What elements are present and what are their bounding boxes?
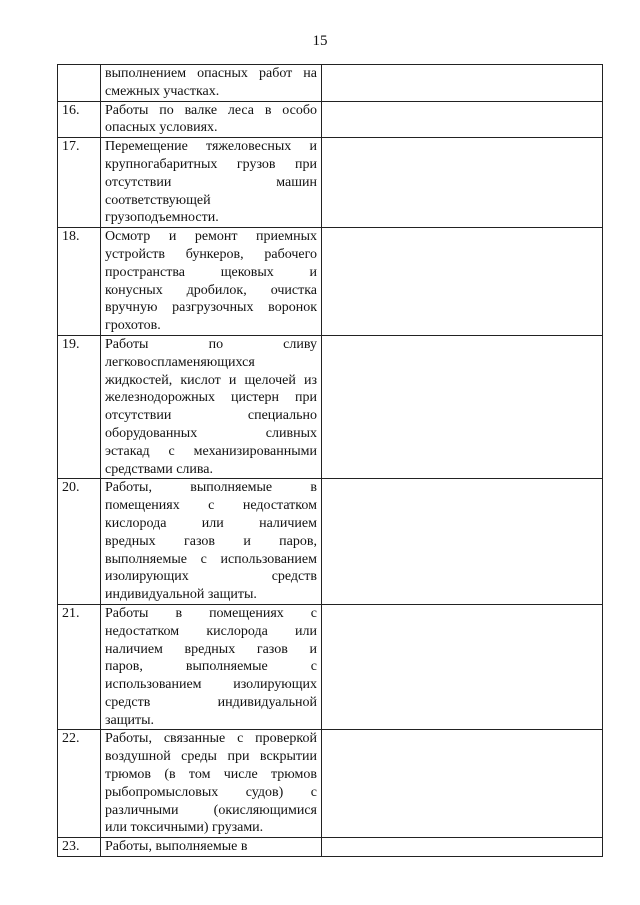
description-line: отсутствии машин	[105, 174, 317, 190]
work-description	[101, 838, 322, 857]
empty-cell	[322, 479, 603, 605]
table-body	[58, 65, 603, 857]
description-line: Работы, выполняемые в	[105, 839, 248, 855]
work-description	[101, 479, 322, 605]
description-line: выполнением опасных работ на	[105, 66, 317, 81]
row-number: 17.	[58, 138, 101, 228]
empty-cell	[322, 838, 603, 857]
description-line: Работы по сливу	[105, 336, 317, 352]
row-number: 23.	[58, 838, 101, 857]
description-line: эстакад с механизированными	[105, 443, 317, 459]
description-line: Работы, связанные с проверкой	[105, 731, 317, 747]
description-line: изолирующих средств	[105, 569, 317, 585]
description-line: соответствующей	[105, 192, 211, 208]
description-line: помещениях с недостатком	[105, 498, 317, 514]
table-row	[58, 604, 603, 730]
table-row	[58, 335, 603, 478]
description-line: вручную разгрузочных воронок	[105, 300, 317, 316]
description-line: трюмов (в том числе трюмов	[105, 767, 317, 783]
work-description	[101, 228, 322, 336]
description-line: наличием вредных газов и	[105, 641, 317, 657]
work-description	[101, 101, 322, 138]
description-line: выполняемые с использованием	[105, 551, 317, 567]
empty-cell	[322, 101, 603, 138]
table-row	[58, 65, 603, 102]
work-description	[101, 730, 322, 838]
row-number: 20.	[58, 479, 101, 605]
description-line: Работы по валке леса в особо	[105, 102, 317, 118]
description-line: паров, выполняемые с	[105, 659, 317, 675]
row-number: 16.	[58, 101, 101, 138]
row-number: 19.	[58, 335, 101, 478]
table-row	[58, 838, 603, 857]
description-line: средств индивидуальной	[105, 694, 317, 710]
description-line: крупногабаритных грузов при	[105, 156, 317, 172]
row-number: 18.	[58, 228, 101, 336]
row-number: 22.	[58, 730, 101, 838]
table-row	[58, 479, 603, 605]
row-number: 21.	[58, 604, 101, 730]
row-number	[58, 65, 101, 102]
description-line: конусных дробилок, очистка	[105, 282, 317, 298]
description-line: различными (окисляющимися	[105, 802, 317, 818]
table-row	[58, 101, 603, 138]
description-line: грохотов.	[105, 318, 161, 334]
description-line: воздушной среды при вскрытии	[105, 749, 317, 765]
work-description	[101, 604, 322, 730]
description-line: рыбопромысловых судов) с	[105, 784, 317, 800]
table-row	[58, 228, 603, 336]
empty-cell	[322, 65, 603, 102]
description-line: использованием изолирующих	[105, 677, 317, 693]
description-line: Перемещение тяжеловесных и	[105, 139, 317, 155]
description-line: недостатком кислорода или	[105, 623, 317, 639]
work-description	[101, 138, 322, 228]
page-number: 15	[312, 33, 328, 49]
description-line: Работы в помещениях с	[105, 605, 317, 621]
description-line: или токсичными) грузами.	[105, 820, 264, 836]
description-line: индивидуальной защиты.	[105, 587, 257, 603]
description-line: опасных условиях.	[105, 120, 218, 136]
empty-cell	[322, 604, 603, 730]
work-description	[101, 335, 322, 478]
empty-cell	[322, 138, 603, 228]
description-line: железнодорожных цистерн при	[105, 390, 317, 406]
table-row	[58, 730, 603, 838]
description-line: легковоспламеняющихся	[105, 354, 255, 370]
description-line: смежных участках.	[105, 83, 220, 99]
empty-cell	[322, 228, 603, 336]
description-line: Работы, выполняемые в	[105, 480, 317, 496]
table-row	[58, 138, 603, 228]
description-line: устройств бункеров, рабочего	[105, 246, 317, 262]
description-line: средствами слива.	[105, 461, 214, 477]
description-line: грузоподъемности.	[105, 210, 219, 226]
description-line: пространства щековых и	[105, 264, 317, 280]
description-line: оборудованных сливных	[105, 425, 317, 441]
description-line: кислорода или наличием	[105, 515, 317, 531]
description-line: Осмотр и ремонт приемных	[105, 229, 317, 245]
work-description	[101, 65, 322, 102]
empty-cell	[322, 335, 603, 478]
description-line: жидкостей, кислот и щелочей из	[105, 372, 317, 388]
hazardous-works-table	[57, 64, 603, 857]
empty-cell	[322, 730, 603, 838]
description-line: вредных газов и паров,	[105, 533, 317, 549]
description-line: защиты.	[105, 712, 155, 728]
description-line: отсутствии специально	[105, 408, 317, 424]
